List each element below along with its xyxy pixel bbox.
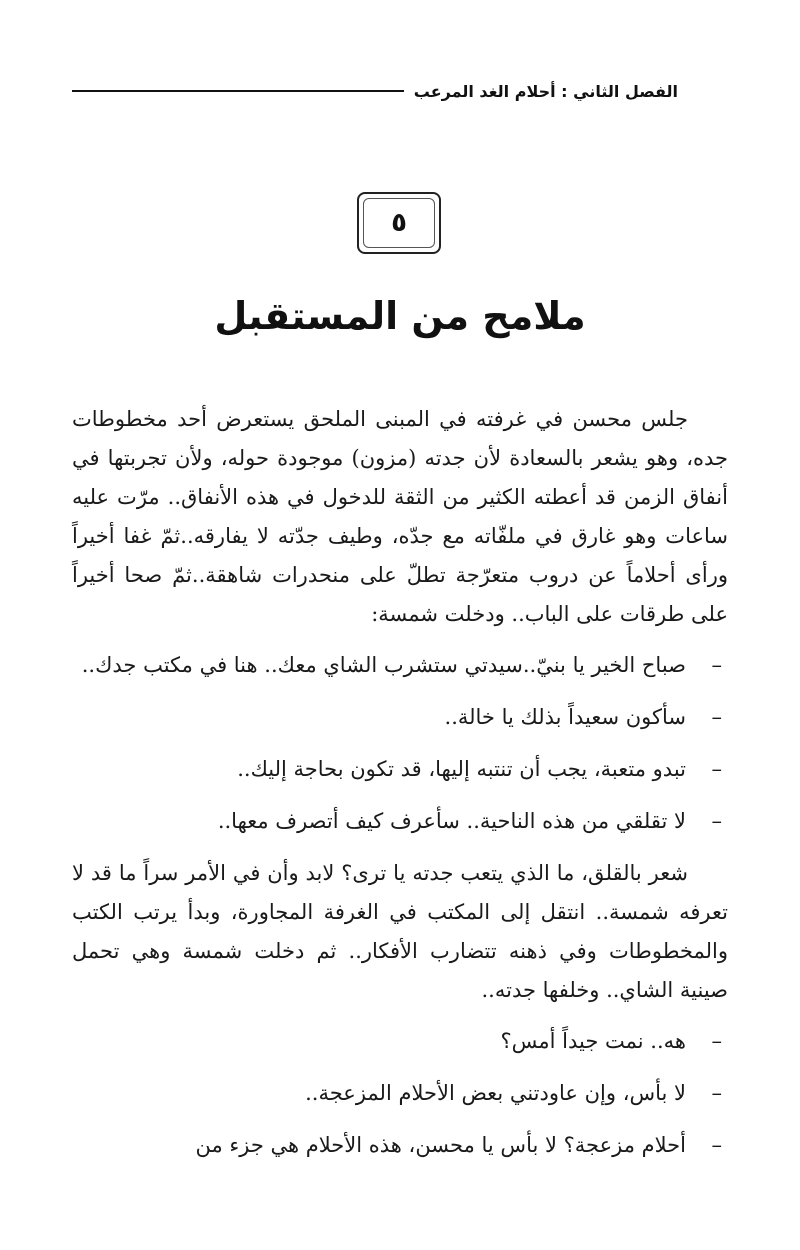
dialog-line xyxy=(72,1126,728,1165)
dialog-line xyxy=(72,646,728,685)
dialog-text: تبدو متعبة، يجب أن تنتبه إليها، قد تكون بحاجة إليك.. xyxy=(237,757,686,781)
dialog-dash: – xyxy=(711,705,722,729)
dialog-line xyxy=(72,698,728,737)
running-header-title: الفصل الثاني : أحلام الغد المرعب xyxy=(413,81,678,101)
dialog-dash: – xyxy=(711,653,722,677)
dialog-line xyxy=(72,750,728,789)
body-text xyxy=(72,400,728,1178)
running-header xyxy=(72,76,678,106)
dialog-line xyxy=(72,1074,728,1113)
header-rule xyxy=(72,90,404,92)
dialog-dash: – xyxy=(711,809,722,833)
dialog-dash: – xyxy=(711,757,722,781)
paragraph: شعر بالقلق، ما الذي يتعب جدته يا ترى؟ لابد وأن في الأمر سراً ما قد لا تعرفه شمسة.. انتقل إلى المكتب في الغرفة المجاورة، وبدأ يرتب الكتب والمخطوطات وفي ذهنه تتضارب الأفكار.. ثم دخلت شمسة وهي تحمل صينية الشاي.. وخلفها جدته.. xyxy=(72,861,728,1002)
dialog-text: هه.. نمت جيداً أمس؟ xyxy=(500,1029,686,1053)
dialog-dash: – xyxy=(711,1029,722,1053)
dialog-line xyxy=(72,802,728,841)
dialog-text: لا تقلقي من هذه الناحية.. سأعرف كيف أتصرف معها.. xyxy=(217,809,686,833)
paragraph: جلس محسن في غرفته في المبنى الملحق يستعرض أحد مخطوطات جده، وهو يشعر بالسعادة لأن جدته (مزون) موجودة حوله، ولأن تجربتها في أنفاق الزمن قد أعطته الكثير من الثقة للدخول في هذه الأنفاق.. مرّت عليه ساعات وهو غارق في ملفّاته مع جدّه، وطيف جدّته لا يفارقه..ثمّ غفا أخيراً ورأى أحلاماً عن دروب متعرّجة تطلّ على منحدرات شاهقة..ثمّ صحا أخيراً على طرقات على الباب.. ودخلت شمسة: xyxy=(72,407,728,626)
dialog-dash: – xyxy=(711,1081,722,1105)
dialog-text: سأكون سعيداً بذلك يا خالة.. xyxy=(444,705,686,729)
dialog-dash: – xyxy=(711,1133,722,1157)
dialog-line xyxy=(72,1022,728,1061)
dialog-text: لا بأس، وإن عاودتني بعض الأحلام المزعجة.. xyxy=(305,1081,686,1105)
dialog-text: صباح الخير يا بنيّ..سيدتي ستشرب الشاي معك.. هنا في مكتب جدك.. xyxy=(81,653,686,677)
chapter-number-box xyxy=(357,192,441,254)
chapter-number: ٥ xyxy=(391,208,407,238)
dialog-text: أحلام مزعجة؟ لا بأس يا محسن، هذه الأحلام هي جزء من xyxy=(195,1133,686,1157)
chapter-title: ملامح من المستقبل xyxy=(214,294,586,338)
